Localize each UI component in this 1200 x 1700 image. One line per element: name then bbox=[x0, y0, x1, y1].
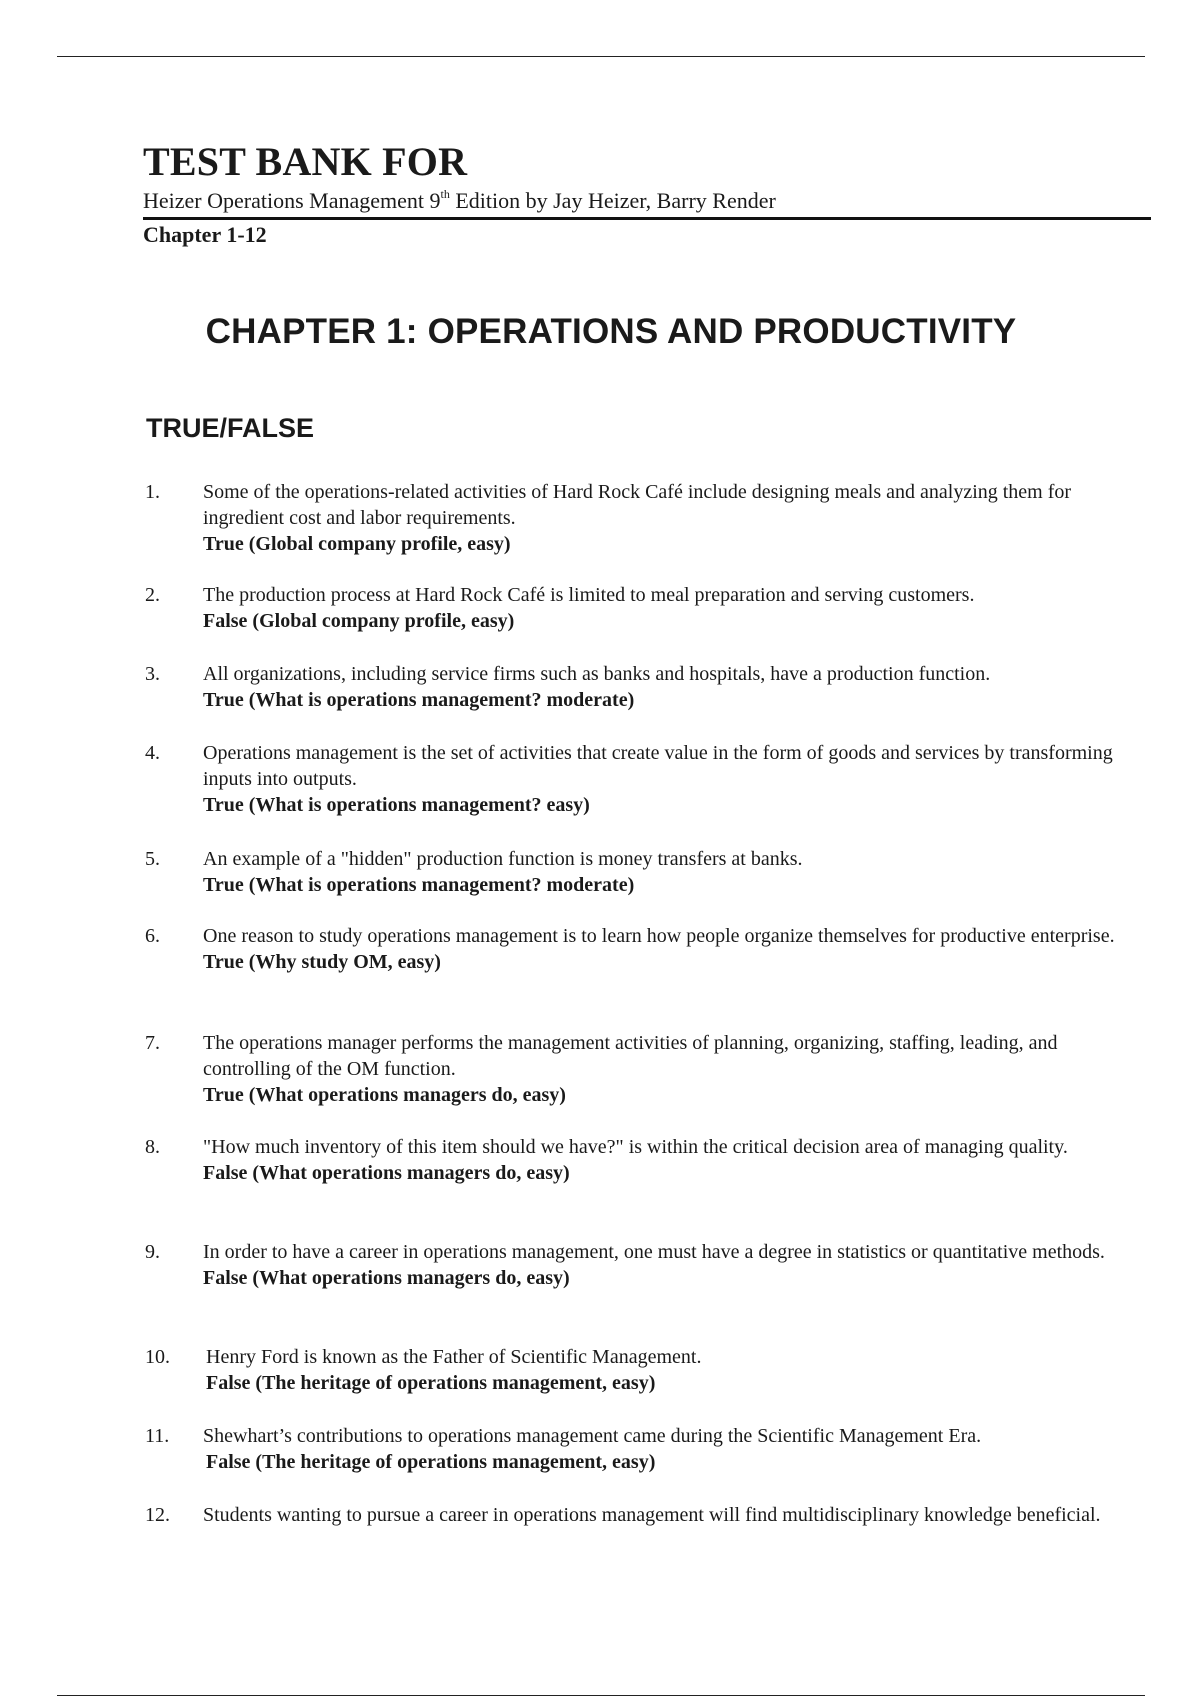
question-answer: True (Global company profile, easy) bbox=[203, 533, 511, 555]
bottom-rule bbox=[57, 1695, 1145, 1696]
question-item bbox=[145, 1423, 1145, 1475]
question-item bbox=[145, 479, 1145, 557]
question-item bbox=[145, 582, 1145, 634]
question-item bbox=[145, 1134, 1145, 1186]
question-answer: False (The heritage of operations management, easy) bbox=[206, 1451, 656, 1473]
question-item bbox=[145, 661, 1145, 713]
question-text: In order to have a career in operations management, one must have a degree in statistics or quantitative methods. bbox=[203, 1241, 1105, 1263]
question-item bbox=[145, 740, 1145, 818]
question-text: The operations manager performs the management activities of planning, organizing, staffing, leading, and controlling of the OM function. bbox=[203, 1032, 1058, 1080]
question-number: 8. bbox=[145, 1136, 160, 1158]
question-number: 5. bbox=[145, 848, 160, 870]
question-item bbox=[145, 1344, 1145, 1396]
subtitle-authors: Edition by Jay Heizer, Barry Render bbox=[449, 188, 776, 213]
question-answer: True (What is operations management? moderate) bbox=[203, 689, 635, 711]
question-number: 9. bbox=[145, 1241, 160, 1263]
question-item bbox=[145, 1502, 1145, 1528]
question-answer: False (What operations managers do, easy) bbox=[203, 1267, 570, 1289]
question-number: 4. bbox=[145, 742, 160, 764]
top-rule bbox=[57, 56, 1145, 57]
question-text: Henry Ford is known as the Father of Scientific Management. bbox=[206, 1346, 702, 1368]
document-title: TEST BANK FOR bbox=[143, 139, 468, 184]
chapter-range: Chapter 1-12 bbox=[143, 222, 267, 247]
question-text: Students wanting to pursue a career in operations management will find multidisciplinary knowledge beneficial. bbox=[203, 1504, 1101, 1526]
question-answer: True (What operations managers do, easy) bbox=[203, 1084, 566, 1106]
question-number: 2. bbox=[145, 584, 160, 606]
question-answer: True (What is operations management? moderate) bbox=[203, 874, 635, 896]
question-text: Shewhart’s contributions to operations management came during the Scientific Management Era. bbox=[203, 1425, 982, 1447]
question-text: One reason to study operations management is to learn how people organize themselves for productive enterprise. bbox=[203, 925, 1115, 947]
question-text: "How much inventory of this item should we have?" is within the critical decision area of managing quality. bbox=[203, 1136, 1068, 1158]
question-number: 7. bbox=[145, 1032, 160, 1054]
question-text: Some of the operations-related activities of Hard Rock Café include designing meals and analyzing them for ingredient cost and labor requirements. bbox=[203, 481, 1072, 529]
question-answer: False (The heritage of operations management, easy) bbox=[206, 1372, 656, 1394]
question-text: All organizations, including service firms such as banks and hospitals, have a production function. bbox=[203, 663, 991, 685]
question-answer: False (What operations managers do, easy) bbox=[203, 1162, 570, 1184]
title-divider bbox=[143, 217, 1151, 220]
subtitle-text: Heizer Operations Management 9 bbox=[143, 188, 441, 213]
question-item bbox=[145, 846, 1145, 898]
question-text: Operations management is the set of activities that create value in the form of goods and services by transforming inputs into outputs. bbox=[203, 742, 1113, 790]
question-number: 11. bbox=[145, 1425, 170, 1447]
book-subtitle bbox=[143, 188, 776, 214]
question-item bbox=[145, 1239, 1145, 1291]
question-number: 6. bbox=[145, 925, 160, 947]
question-text: The production process at Hard Rock Café is limited to meal preparation and serving customers. bbox=[203, 584, 975, 606]
question-number: 1. bbox=[145, 481, 160, 503]
question-item bbox=[145, 923, 1145, 975]
chapter-heading: CHAPTER 1: OPERATIONS AND PRODUCTIVITY bbox=[205, 312, 1017, 351]
question-number: 3. bbox=[145, 663, 160, 685]
question-answer: True (Why study OM, easy) bbox=[203, 951, 441, 973]
section-heading: TRUE/FALSE bbox=[146, 413, 315, 443]
question-answer: True (What is operations management? easy) bbox=[203, 794, 590, 816]
question-answer: False (Global company profile, easy) bbox=[203, 610, 515, 632]
question-number: 12. bbox=[145, 1504, 170, 1526]
question-number: 10. bbox=[145, 1346, 170, 1368]
edition-superscript: th bbox=[440, 187, 450, 201]
question-item bbox=[145, 1030, 1145, 1108]
question-text: An example of a "hidden" production function is money transfers at banks. bbox=[203, 848, 803, 870]
